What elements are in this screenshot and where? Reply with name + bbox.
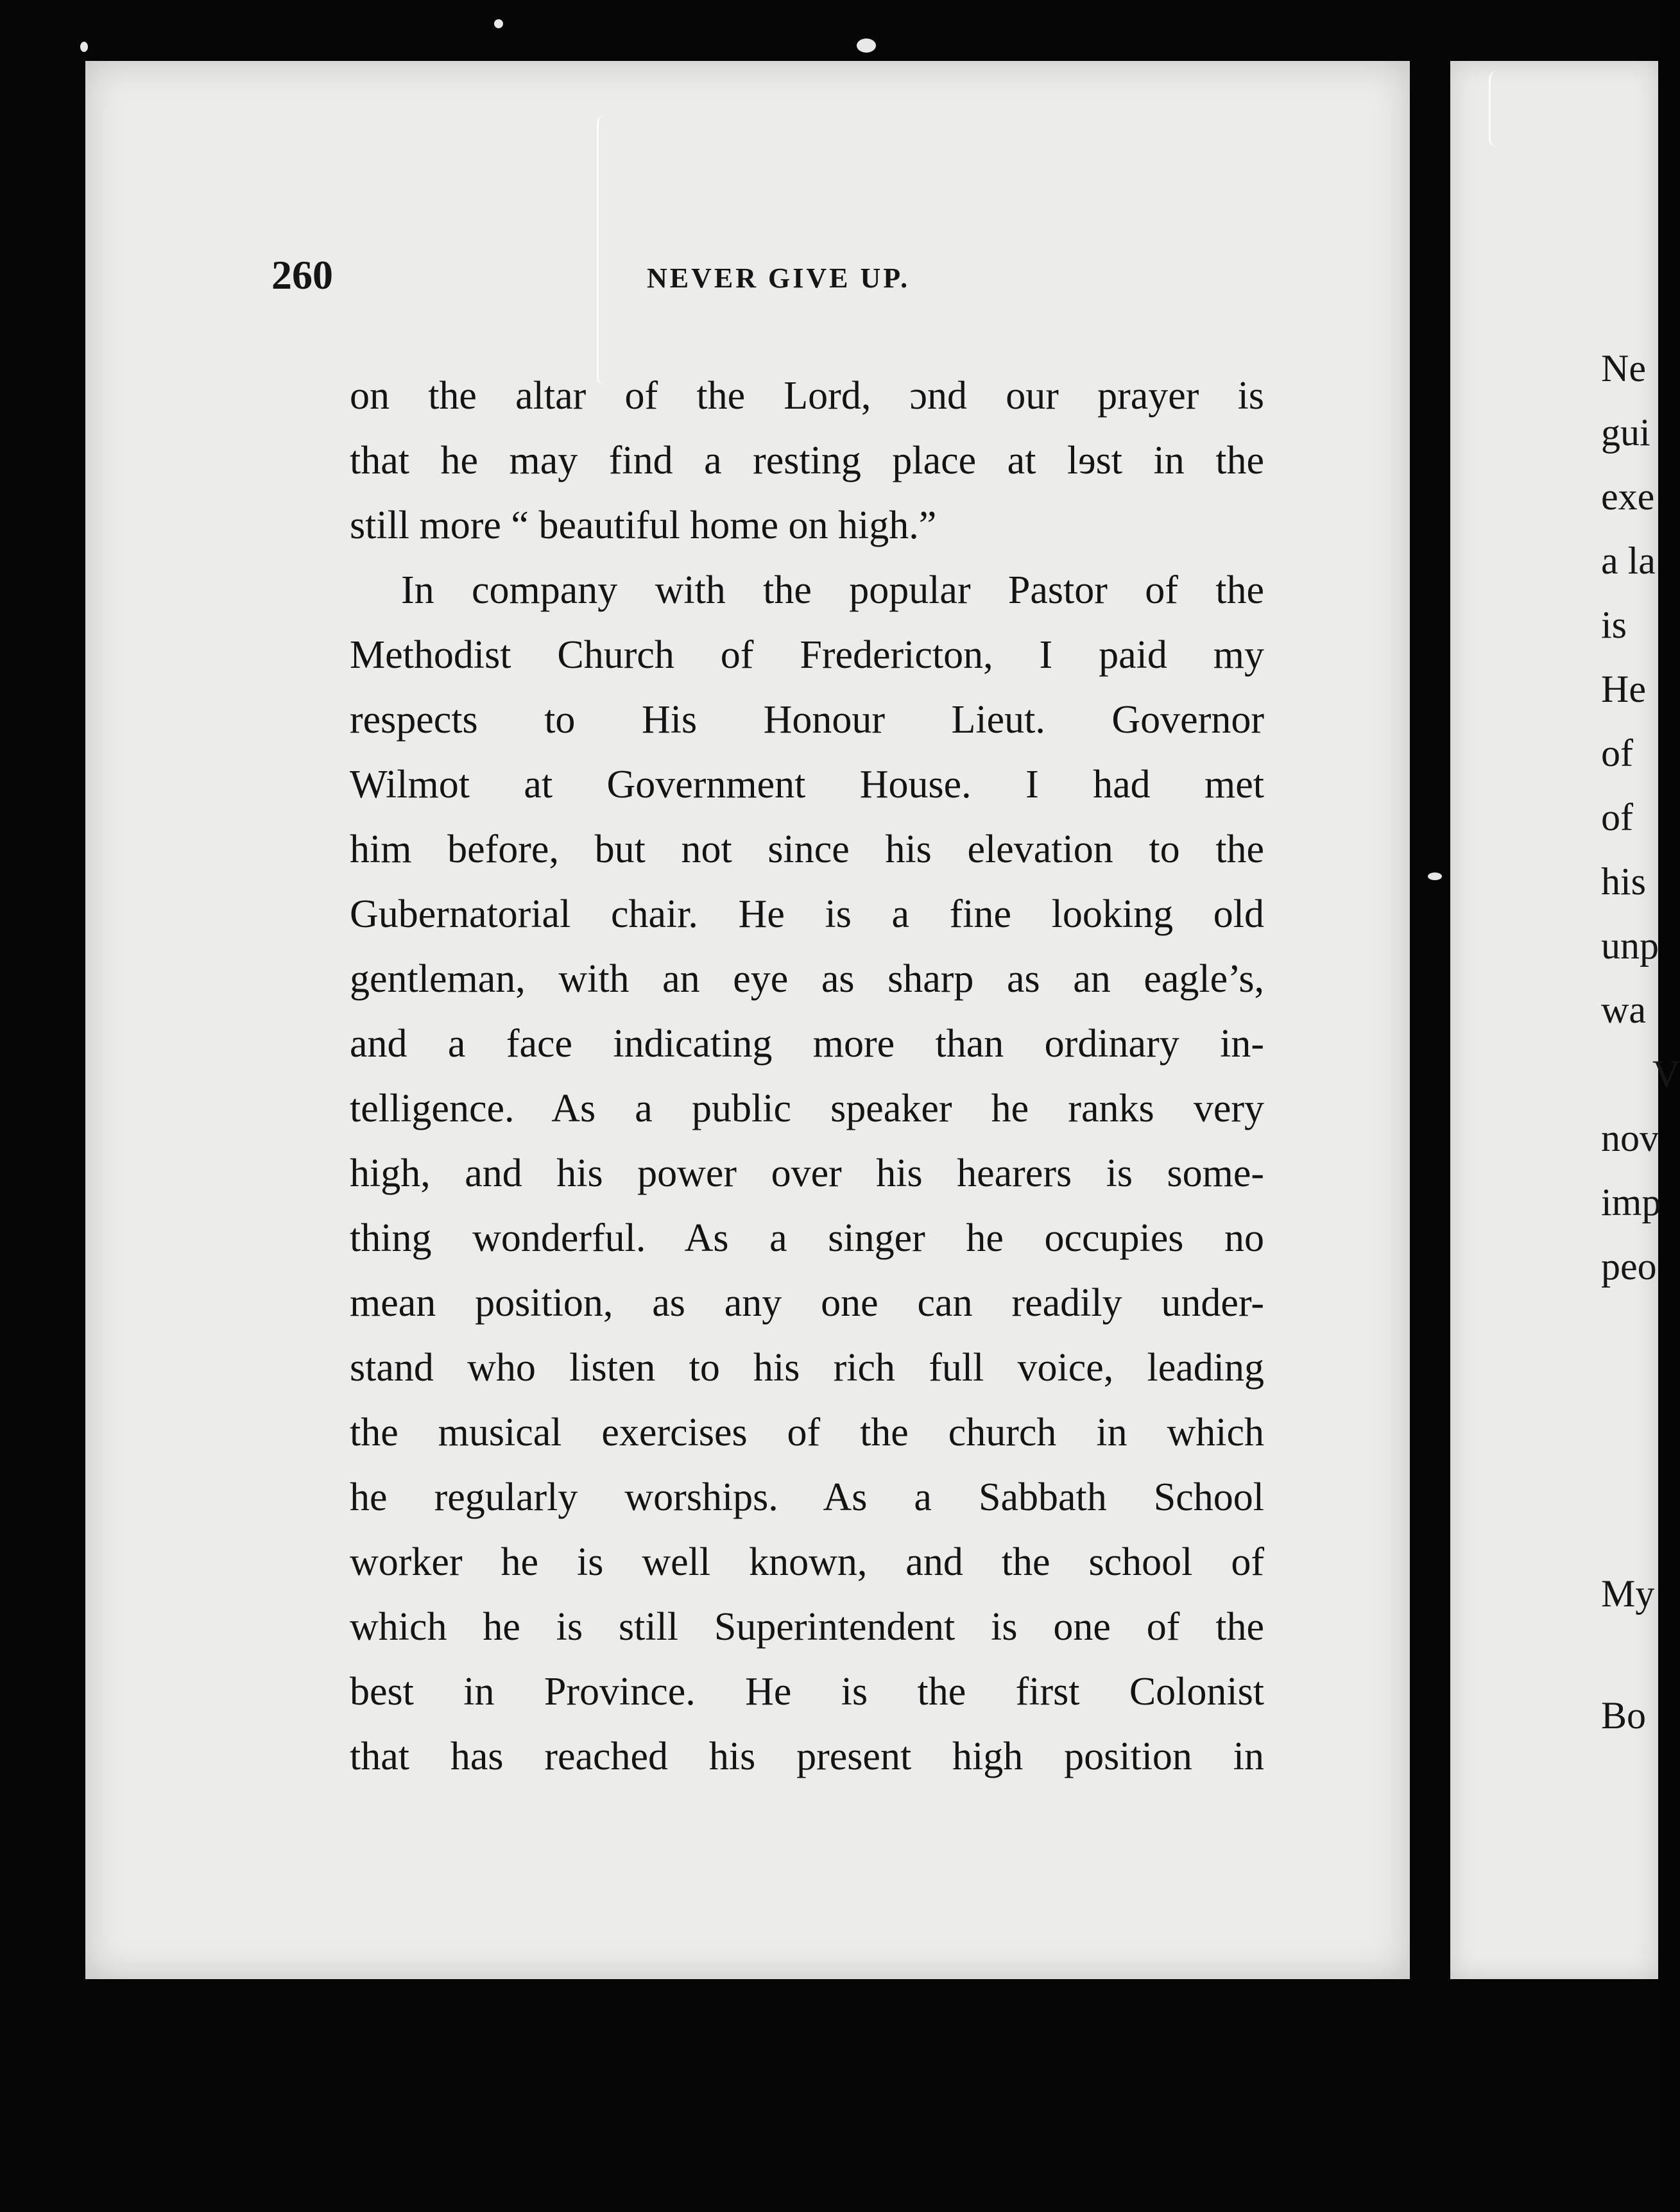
text-line: worker he is well known, and the school of: [350, 1540, 1264, 1584]
dust-speck: [1428, 872, 1442, 880]
text-line: mean position, as any one can readily under-: [350, 1281, 1264, 1325]
right-page-fragment: of: [1601, 732, 1633, 774]
text-line: gentleman, with an eye as sharp as an eagle’s,: [350, 957, 1264, 1001]
dust-speck: [857, 38, 876, 53]
text-line: stand who listen to his rich full voice, leading: [350, 1346, 1264, 1390]
right-page-fragment: wa: [1601, 989, 1646, 1031]
film-scratch: [1489, 71, 1506, 148]
text-line: best in Province. He is the first Colonist: [350, 1670, 1264, 1714]
text-line: that has reached his present high position in: [350, 1735, 1264, 1778]
text-line: which he is still Superintendent is one of the: [350, 1605, 1264, 1649]
right-page-fragment: nov: [1601, 1117, 1659, 1159]
right-page-fragment: of: [1601, 796, 1633, 838]
text-line: on the altar of the Lord, ɔnd our prayer is: [350, 374, 1264, 418]
right-page-fragment: He: [1601, 668, 1646, 710]
page-number: 260: [271, 252, 333, 298]
right-page-fragment: unp: [1601, 924, 1659, 967]
right-page-fragment: exe: [1601, 475, 1655, 518]
text-line: him before, but not since his elevation to the: [350, 828, 1264, 871]
right-page-fragment: his: [1601, 860, 1647, 903]
right-page-fragment: Bo: [1601, 1694, 1647, 1737]
right-page-fragment: is: [1601, 604, 1627, 646]
text-line: respects to His Honour Lieut. Governor: [350, 698, 1264, 742]
running-head: NEVER GIVE UP.: [647, 262, 911, 294]
right-page-fragment: imp: [1601, 1181, 1661, 1223]
right-page-fragment: peo: [1601, 1245, 1657, 1288]
text-line: Methodist Church of Fredericton, I paid my: [350, 633, 1264, 677]
body-text: [350, 364, 1264, 1789]
text-line: he regularly worships. As a Sabbath School: [350, 1476, 1264, 1519]
text-line: the musical exercises of the church in which: [350, 1411, 1264, 1454]
dust-speck: [494, 19, 503, 28]
text-line: thing wonderful. As a singer he occupies no: [350, 1216, 1264, 1260]
right-page-fragment: My: [1601, 1572, 1655, 1615]
right-page-fragment: gui: [1601, 411, 1650, 454]
right-page-fragment: a la: [1601, 540, 1656, 582]
text-line: telligence. As a public speaker he ranks very: [350, 1087, 1264, 1130]
film-scratch: [597, 115, 612, 385]
text-line: still more “ beautiful home on high.”: [350, 504, 937, 547]
text-line: high, and his power over his hearers is some-: [350, 1152, 1264, 1195]
right-page-fragment: V: [1652, 1053, 1680, 1095]
text-line: Gubernatorial chair. He is a fine looking old: [350, 892, 1264, 936]
text-line: that he may find a resting place at lɘst in the: [350, 439, 1264, 482]
right-page-fragment: Ne: [1601, 347, 1646, 389]
text-line: In company with the popular Pastor of the: [401, 568, 1264, 612]
text-line: Wilmot at Government House. I had met: [350, 763, 1264, 806]
dust-speck: [80, 42, 88, 52]
text-line: and a face indicating more than ordinary in-: [350, 1022, 1264, 1066]
page-header: [271, 251, 1266, 316]
